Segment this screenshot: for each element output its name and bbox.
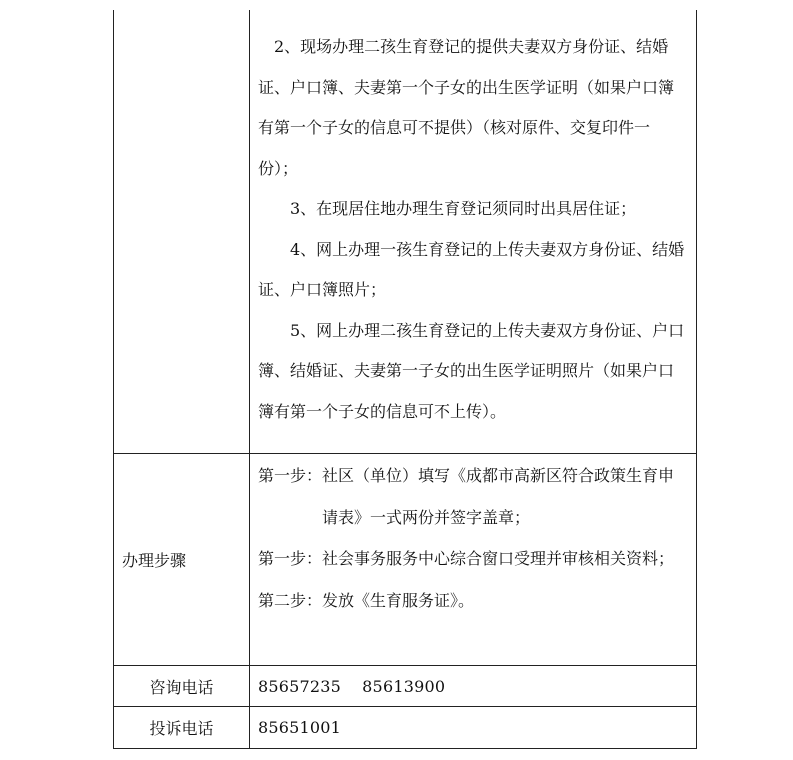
procedure-step (258, 580, 688, 622)
requirement-paragraph: 3、在现居住地办理生育登记须同时出具居住证； (290, 199, 637, 218)
requirement-paragraph: 4、网上办理一孩生育登记的上传夫妻双方身份证、结婚证、户口簿照片； (258, 239, 685, 299)
step-text: 社会事务服务中心综合窗口受理并审核相关资料； (322, 549, 675, 568)
consult-phone (250, 666, 696, 706)
step-prefix: 第一步： (258, 466, 323, 485)
step-prefix: 第二步： (258, 590, 323, 610)
info-table (113, 10, 697, 749)
procedure-step (258, 538, 688, 580)
complaint-label: 投诉电话 (114, 707, 250, 748)
complaint-row (114, 706, 696, 748)
procedure-steps (250, 454, 696, 665)
step-prefix: 第一步： (258, 549, 323, 568)
complaint-phone-value: 85651001 (258, 718, 342, 737)
consult-phone-value: 85657235 85613900 (258, 676, 446, 696)
requirement-paragraph: 5、网上办理二孩生育登记的上传夫妻双方身份证、户口簿、结婚证、夫妻第一子女的出生医学证明照片（如果户口簿有第一个子女的信息可不上传）。 (258, 320, 685, 421)
procedure-label: 办理步骤 (114, 454, 250, 665)
requirement-paragraph: 2、现场办理二孩生育登记的提供夫妻双方身份证、结婚证、户口簿、夫妻第一个子女的出生医学证明（如果户口簿有第一个子女的信息可不提供）（核对原件、交复印件一份）； (258, 37, 675, 178)
consult-row (114, 665, 696, 706)
complaint-phone (250, 707, 696, 748)
consult-label: 咨询电话 (114, 666, 250, 706)
step-text: 社区（单位）填写《成都市高新区符合政策生育申请表》一式两份并签字盖章； (322, 466, 675, 527)
requirements-row (114, 10, 696, 453)
procedure-row (114, 453, 696, 665)
requirements-content (250, 10, 696, 453)
requirements-label-cell (114, 10, 250, 453)
step-text: 发放《生育服务证》。 (322, 590, 475, 610)
procedure-step (258, 455, 688, 538)
